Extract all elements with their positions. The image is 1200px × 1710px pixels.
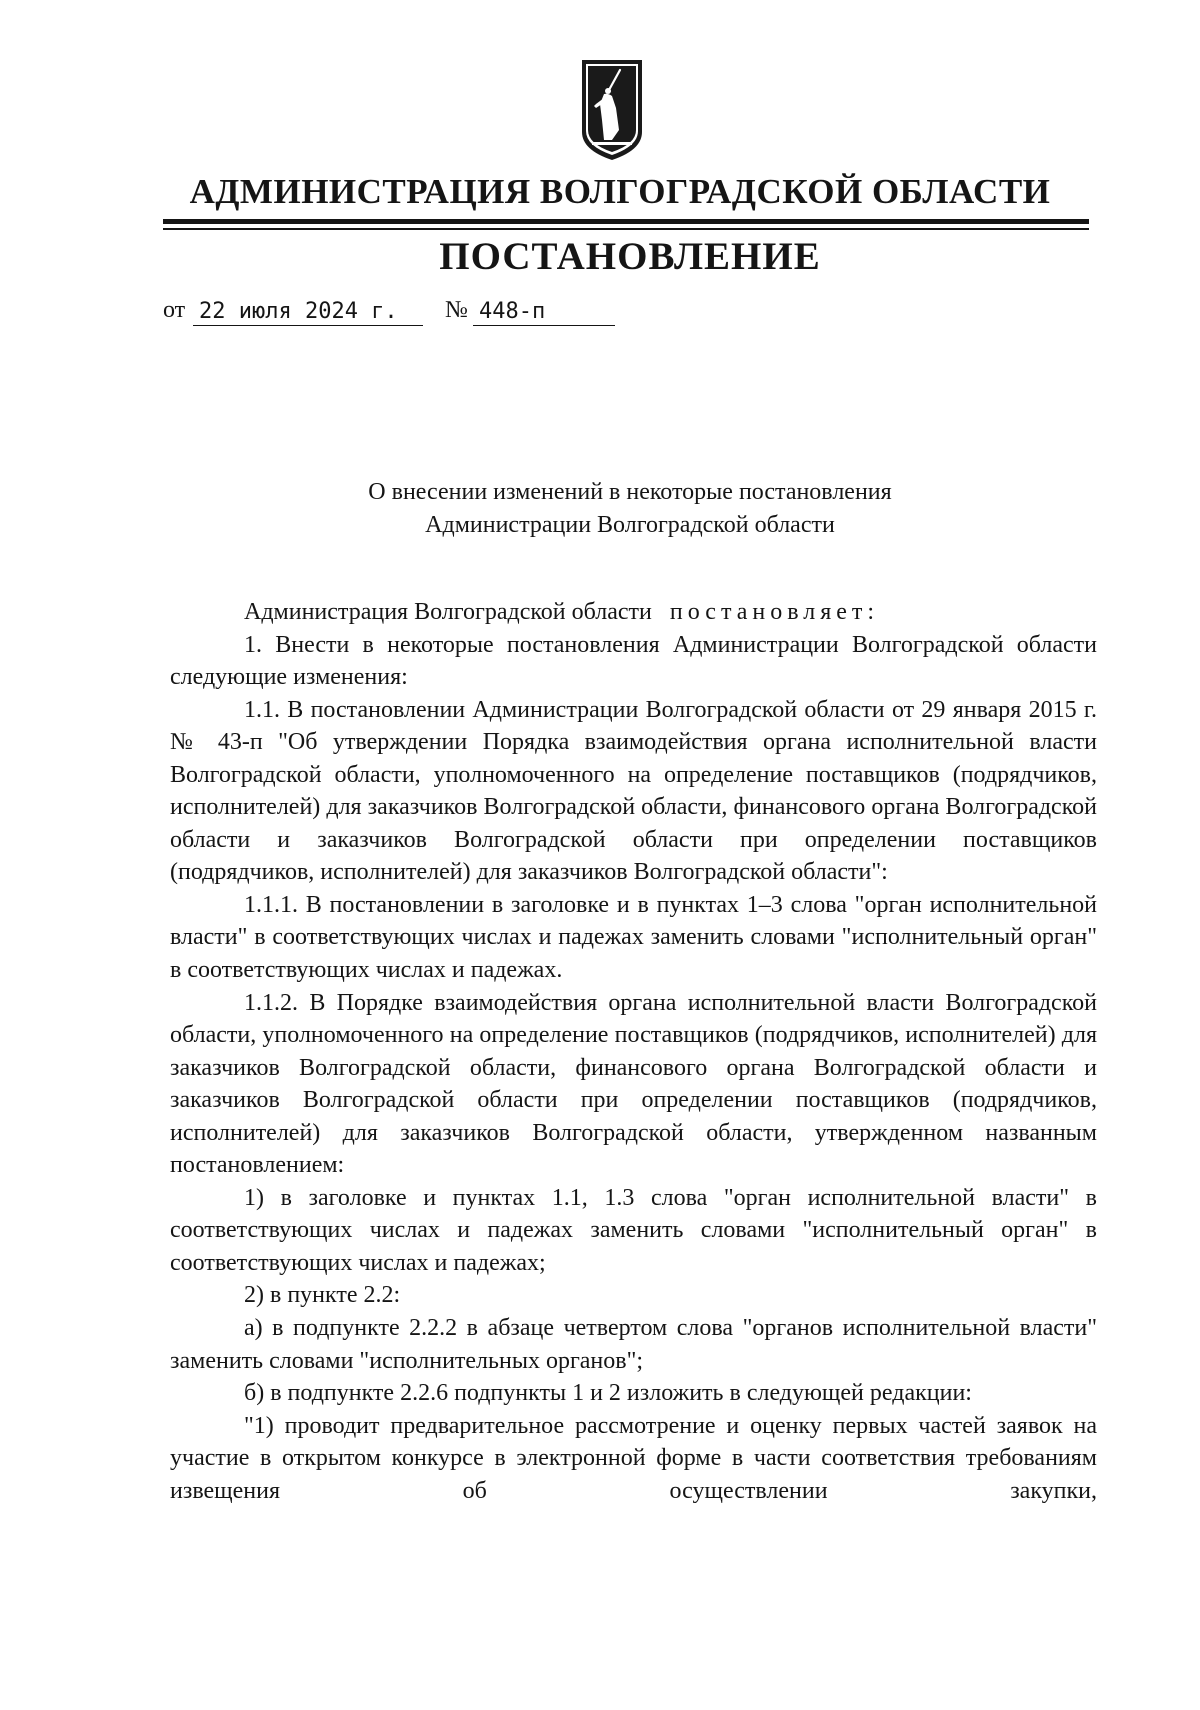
preamble xyxy=(170,596,1097,629)
date-number-row xyxy=(163,296,623,326)
paragraph-1-1-1: 1.1.1. В постановлении в заголовке и в пунктах 1–3 слова "орган исполнительной власти" в соответствующих числах и падежах заменить словами "исполнительный орган" в соответствующих числах и падежах. xyxy=(170,891,1097,984)
paragraph-item-b: б) в подпункте 2.2.6 подпункты 1 и 2 изложить в следующей редакции: xyxy=(244,1380,972,1407)
organization-title: АДМИНИСТРАЦИЯ ВОЛГОГРАДСКОЙ ОБЛАСТИ xyxy=(189,172,1051,211)
document-subject xyxy=(160,476,1100,542)
subject-line-1: О внесении изменений в некоторые постановления xyxy=(368,479,892,505)
paragraph-item-1: 1) в заголовке и пунктах 1.1, 1.3 слова "орган исполнительной власти" в соответствующих числах и падежах заменить словами "исполнительный орган" в соответствующих числах и падежах; xyxy=(170,1184,1097,1276)
number-field: 448-п xyxy=(473,298,615,326)
coat-of-arms-icon xyxy=(582,60,642,162)
paragraph-quoted-1: "1) проводит предварительное рассмотрение и оценку первых частей заявок на участие в открытом конкурсе в электронной форме в части соответствия требованиям извещения об осуществлении закупки, xyxy=(170,1412,1097,1504)
header-rule-thick xyxy=(163,219,1089,224)
header-rule-thin xyxy=(163,228,1089,230)
document-body xyxy=(170,596,1097,1507)
paragraph-item-2: 2) в пункте 2.2: xyxy=(244,1282,401,1309)
preamble-spaced-word: постановляет: xyxy=(669,599,880,625)
paragraph-1: 1. Внести в некоторые постановления Администрации Волгоградской области следующие изменения: xyxy=(170,631,1097,691)
date-label: от xyxy=(163,297,186,323)
paragraph-1-1: 1.1. В постановлении Администрации Волгоградской области от 29 января 2015 г. № 43-п "Об утверждении Порядка взаимодействия органа исполнительной власти Волгоградской области, уполномоченного на определение поставщиков (подрядчиков, исполнителей) для заказчиков Волгоградской области, финансового органа Волгоградской области и заказчиков Волгоградской области при определении поставщиков (подрядчиков, исполнителей) для заказчиков Волгоградской области": xyxy=(170,696,1097,886)
number-label: № xyxy=(445,297,468,323)
paragraph-item-a: а) в подпункте 2.2.2 в абзаце четвертом слова "органов исполнительной власти" заменить словами "исполнительных органов"; xyxy=(170,1315,1097,1374)
document-type-title: ПОСТАНОВЛЕНИЕ xyxy=(439,235,821,278)
preamble-text: Администрация Волгоградской области xyxy=(244,599,652,625)
date-field: 22 июля 2024 г. xyxy=(193,298,423,326)
paragraph-1-1-2: 1.1.2. В Порядке взаимодействия органа исполнительной власти Волгоградской области, уполномоченного на определение поставщиков (подрядчиков, исполнителей) для заказчиков Волгоградской области, финансового органа Волгоградской области и заказчиков Волгоградской области при определении поставщиков (подрядчиков, исполнителей) для заказчиков Волгоградской области, утвержденном названным постановлением: xyxy=(170,989,1097,1179)
subject-line-2: Администрации Волгоградской области xyxy=(425,512,835,538)
